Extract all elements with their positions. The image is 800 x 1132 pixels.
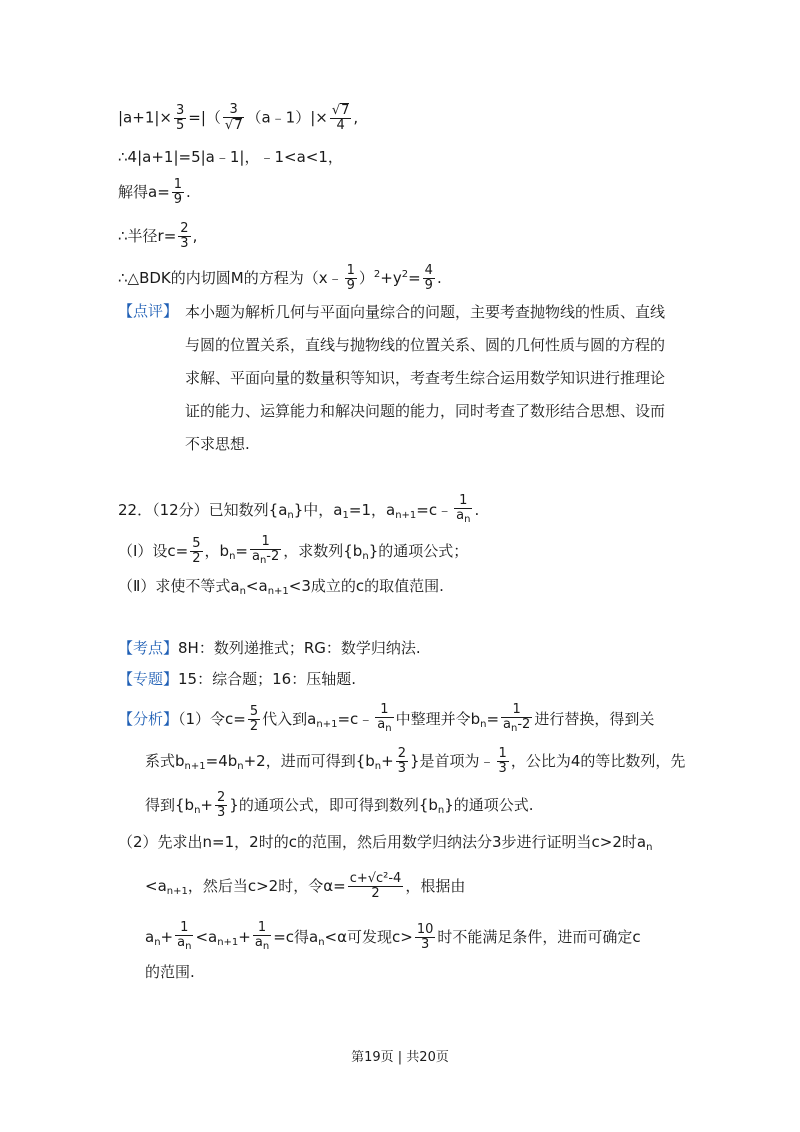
zhuanti-text: 15：综合题；16：压轴题. (178, 670, 356, 688)
text: 进行替换，得到关 (534, 710, 655, 728)
superscript: 2 (373, 269, 381, 280)
numerator: 3 (175, 102, 185, 118)
text: -2 (266, 549, 280, 564)
subscript: n (511, 723, 518, 734)
text: （2）先求出n=1，2时的c的范围，然后用数学归纳法分3步进行证明当c>2时a (118, 833, 647, 851)
subscript: n+1 (316, 719, 338, 730)
fraction (396, 747, 408, 776)
denominator: 2 (192, 551, 201, 566)
subscript: n (464, 514, 471, 525)
analysis-line-4 (118, 831, 652, 859)
text: ，根据由 (405, 877, 466, 895)
text: |a+1|× (118, 108, 172, 127)
subscript: n (287, 510, 294, 521)
text: a (177, 935, 186, 950)
numerator: 1 (498, 746, 507, 761)
subscript: n+1 (395, 510, 417, 521)
fraction (215, 791, 227, 820)
equation-line-3 (118, 178, 191, 207)
text: . (474, 501, 480, 519)
text: = (408, 269, 421, 287)
numerator: 3 (223, 103, 245, 118)
text: ，b (204, 542, 230, 560)
subscript: n (154, 937, 161, 948)
text: a (254, 935, 263, 950)
subscript: n (480, 719, 487, 730)
subscript: n (646, 842, 653, 853)
text: = (486, 710, 500, 728)
numerator: 2 (217, 790, 226, 805)
text: （Ⅰ）设c= (118, 542, 189, 560)
text: }的通项公式，即可得到数列{b (229, 796, 438, 814)
analysis-line-5 (145, 872, 465, 903)
equation-line-5 (118, 264, 442, 293)
text: （1）令c= (178, 710, 246, 728)
denominator: 3 (498, 761, 507, 776)
text: <α可发现c> (324, 928, 413, 946)
numerator: 4 (424, 263, 433, 278)
text: }中，a (293, 501, 343, 519)
text: + (160, 928, 174, 946)
fraction (248, 705, 260, 734)
subscript: n (237, 761, 244, 772)
text: +2，进而可得到{b (243, 752, 375, 770)
denominator: 5 (175, 117, 185, 133)
text: }的通项公式； (368, 542, 469, 560)
text: =1，a (348, 501, 396, 519)
text: 解得a= (118, 183, 170, 201)
numerator: 1 (173, 177, 183, 192)
text: =c﹣ (337, 710, 374, 728)
fraction (345, 264, 357, 293)
fraction (330, 103, 352, 133)
fraction (253, 921, 271, 954)
numerator: 1 (501, 703, 532, 718)
denominator (501, 718, 532, 736)
denominator (250, 550, 281, 568)
text: ∴半径r= (118, 227, 177, 245)
zhuanti-label: 【专题】 (118, 670, 179, 688)
subscript: n+1 (166, 886, 188, 897)
text: a (456, 508, 465, 523)
numerator: 1 (346, 263, 355, 278)
question-22-part2 (118, 575, 444, 603)
text: （Ⅱ）求使不等式a (118, 577, 240, 595)
fraction (178, 222, 190, 251)
text: 22．（12分）已知数列{a (118, 501, 288, 519)
review-label: 【点评】 (118, 302, 179, 320)
analysis-line-7: 的范围. (145, 963, 195, 981)
fraction (348, 872, 404, 901)
kaodian-label: 【考点】 (118, 639, 179, 657)
analysis-line-3 (145, 791, 534, 822)
subscript: n (385, 723, 392, 734)
fraction (454, 494, 472, 527)
text: ） (358, 269, 374, 287)
denominator (253, 936, 271, 954)
review-text-wrap (185, 296, 675, 461)
text: 时不能满足条件，进而可确定c (437, 928, 641, 946)
denominator: 4 (336, 118, 345, 133)
text: ∴△BDK的内切圆M的方程为（x﹣ (118, 269, 343, 287)
denominator: 3 (180, 236, 189, 251)
text: <a (245, 577, 268, 595)
review-tag (118, 300, 178, 322)
text: ，求数列{b (283, 542, 363, 560)
text: （a﹣1）|× (246, 108, 328, 127)
denominator: 9 (346, 278, 355, 293)
numerator: √7 (331, 103, 350, 118)
analysis-label: 【分析】 (118, 710, 179, 728)
subscript: n+1 (267, 586, 289, 597)
subscript: n (259, 555, 267, 566)
review-text: 本小题为解析几何与平面向量综合的问题，主要考查抛物线的性质、直线与圆的位置关系，直线与抛物线的位置关系、圆的几何性质与圆的方程的求解、平面向量的数量积等知识，考查考生综合运用数学知识进行推理论证的能力、运算能力和解决问题的能力，同时考查了数形结合思想、设而不求思想. (185, 303, 666, 453)
fraction (172, 178, 184, 207)
fraction (174, 104, 186, 133)
denominator: 2 (371, 886, 380, 901)
equation-line-2: ∴4|a+1|=5|a﹣1|，﹣1<a<1， (118, 148, 343, 166)
numerator: c+√c²-4 (349, 871, 402, 886)
numerator: 1 (253, 921, 271, 936)
denominator: √7 (224, 118, 243, 133)
text: , (353, 108, 359, 127)
question-22-header (118, 494, 479, 527)
text: a (377, 717, 386, 732)
subscript: 1 (342, 510, 349, 521)
text: -2 (517, 717, 531, 732)
zhuanti-line (118, 668, 356, 690)
text: a (145, 928, 155, 946)
analysis-line-1 (118, 703, 654, 736)
subscript: n (437, 805, 445, 816)
text: a (503, 717, 512, 732)
text: + (381, 752, 394, 770)
subscript: n (262, 941, 270, 952)
kaodian-line (118, 637, 421, 659)
subscript: n (374, 761, 382, 772)
text: ，公比为4的等比数列，先 (510, 752, 686, 770)
fraction (375, 703, 393, 736)
text: =4b (205, 752, 238, 770)
numerator: 2 (180, 221, 189, 236)
fraction (415, 923, 436, 952)
analysis-line-6 (145, 921, 641, 954)
text: = (235, 542, 248, 560)
text: +y (380, 269, 402, 287)
denominator: 9 (424, 278, 433, 293)
numerator: 1 (375, 703, 393, 718)
text: <a (195, 928, 218, 946)
denominator (454, 509, 472, 527)
text: , (192, 227, 198, 245)
text: 中整理并令b (395, 710, 481, 728)
text: =c得a (273, 928, 319, 946)
subscript: n (194, 805, 201, 816)
text: 得到{b (145, 796, 195, 814)
subscript: n (229, 551, 236, 562)
numerator: 5 (192, 536, 201, 551)
fraction (497, 747, 509, 776)
equation-line-4 (118, 222, 197, 251)
text: =c﹣ (416, 501, 453, 519)
kaodian-text: 8H：数列递推式；RG：数学归纳法. (178, 639, 421, 657)
text: a (251, 549, 260, 564)
denominator: 3 (217, 805, 226, 820)
numerator: 1 (250, 535, 281, 550)
text: 代入到a (262, 710, 317, 728)
denominator (375, 718, 393, 736)
text: + (200, 796, 213, 814)
text: =|（ (188, 108, 221, 127)
text: ，然后当c>2时，令α= (187, 877, 346, 895)
equation-line-1 (118, 103, 358, 133)
page-footer: 第19页 | 共20页 (351, 1050, 449, 1065)
denominator: 3 (397, 761, 406, 776)
superscript: 2 (401, 269, 409, 280)
text: . (436, 269, 442, 287)
subscript: n (239, 586, 246, 597)
text: . (186, 183, 191, 201)
numerator: 10 (416, 922, 434, 937)
fraction (190, 537, 202, 566)
question-22-part1 (118, 535, 468, 568)
text: <3成立的c的取值范围. (288, 577, 444, 595)
denominator: 9 (173, 192, 183, 207)
fraction (501, 703, 532, 736)
subscript: n (318, 937, 325, 948)
analysis-line-2 (145, 747, 685, 778)
denominator: 2 (249, 719, 259, 734)
text: 系式b (145, 752, 185, 770)
radicand: 7 (341, 103, 350, 118)
numerator: 2 (397, 746, 406, 761)
subscript: n (362, 551, 369, 562)
numerator: 1 (175, 921, 193, 936)
fraction (423, 264, 435, 293)
fraction (223, 103, 245, 133)
subscript: n+1 (184, 761, 206, 772)
text: + (238, 928, 251, 946)
subscript: n+1 (217, 937, 239, 948)
fraction (175, 921, 193, 954)
text: <a (145, 877, 167, 895)
text: }的通项公式. (444, 796, 534, 814)
numerator: 5 (249, 704, 259, 719)
denominator (175, 936, 193, 954)
subscript: n (185, 941, 192, 952)
text: }是首项为﹣ (410, 752, 495, 770)
denominator: 3 (420, 937, 430, 952)
radicand: 7 (234, 118, 243, 133)
fraction (250, 535, 281, 568)
numerator: 1 (454, 494, 472, 509)
